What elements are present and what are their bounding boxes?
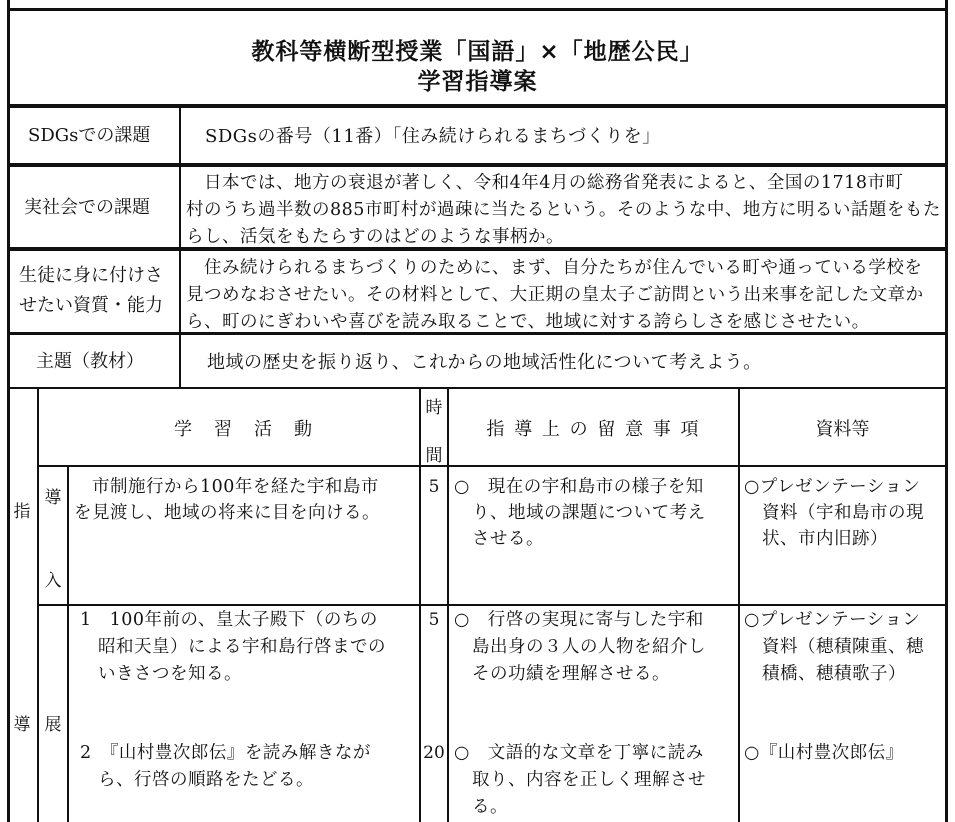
page-title: 教科等横断型授業「国語」×「地歴公民」: [251, 39, 704, 65]
intro-notes-line: させる。: [454, 529, 544, 549]
abilities-line: ら、町のにぎわいや喜びを読み取ることで、地域に対する誇らしさを感じさせたい。: [186, 312, 870, 332]
sdgs-content: SDGsの番号（11番）「住み続けられるまちづくりを」: [205, 126, 661, 147]
dev-materials-line: ○プレゼンテーション: [744, 610, 921, 630]
dev-activity-line: 昭和天皇）による宇和島行啓までの: [80, 637, 386, 657]
intro-activity-line: を見渡し、地域の将来に目を向ける。: [74, 503, 380, 523]
intro-materials-line: ○プレゼンテーション: [744, 477, 921, 497]
label-column-divider: [179, 335, 181, 388]
intro-notes-line: ○ 現在の宇和島市の様子を知: [454, 477, 704, 497]
abilities-label: 生徒に身に付けさ: [19, 265, 163, 286]
intro-activity-line: 市制施行から100年を経た宇和島市: [74, 477, 379, 497]
real-society-label: 実社会での課題: [24, 197, 150, 218]
row-divider: [7, 163, 948, 167]
dev-notes-line: ○ 文語的な文章を丁寧に読み: [454, 743, 704, 763]
stage-intro-top: 導: [44, 488, 62, 508]
outer-border-right: [945, 0, 948, 822]
label-column-divider: [179, 108, 181, 165]
abilities-line: 見つめなおさせたい。その材料として、大正期の皇太子ご訪問という出来事を記した文章か: [186, 285, 924, 305]
dev-notes-line: 島出身の３人の人物を紹介し: [454, 637, 706, 657]
stage-development: 展: [44, 715, 62, 735]
dev-time: 20: [423, 743, 445, 763]
dev-activity-line: ら、行啓の順路をたどる。: [80, 770, 314, 790]
dev-time: 5: [428, 610, 440, 630]
dev-activity-line: いきさつを知る。: [80, 664, 242, 684]
intro-time: 5: [428, 477, 440, 497]
side-column-divider: [37, 389, 39, 822]
table-header-divider: [38, 465, 945, 467]
header-time-top: 時: [425, 398, 443, 418]
side-label-top: 指: [13, 502, 31, 522]
dev-materials-line: 資料（穂積陳重、穂: [744, 637, 924, 657]
title-divider: [7, 104, 948, 108]
outer-border-top: [7, 8, 948, 11]
real-society-line: 村のうち過半数の885市町村が過疎に当たるという。そのような中、地方に明るい話題をもた: [186, 200, 941, 220]
abilities-line: 住み続けられるまちづくりのために、まず、自分たちが住んでいる町や通っている学校を: [186, 258, 923, 278]
dev-notes-line: ○ 行啓の実現に寄与した宇和: [454, 610, 704, 630]
dev-materials-line: 積橋、穂積歌子）: [744, 664, 906, 684]
sdgs-label: SDGsでの課題: [28, 125, 151, 146]
dev-activity-line: 2 『山村豊次郎伝』を読み解きなが: [80, 743, 371, 763]
outer-border-left: [7, 0, 10, 822]
real-society-line: 日本では、地方の衰退が著しく、令和4年4月の総務省発表によると、全国の1718市町: [186, 173, 904, 193]
row-divider: [7, 387, 948, 389]
dev-materials-line: ○『山村豊次郎伝』: [744, 743, 904, 763]
label-column-divider: [179, 251, 181, 334]
dev-notes-line: 取り、内容を正しく理解させ: [454, 770, 706, 790]
theme-label: 主題（教材）: [36, 351, 144, 372]
intro-materials-line: 状、市内旧跡）: [744, 529, 888, 549]
side-label-bottom: 導: [13, 715, 31, 735]
stage-intro-bottom: 入: [44, 571, 62, 591]
label-column-divider: [179, 167, 181, 249]
theme-content: 地域の歴史を振り返り、これからの地域活性化について考えよう。: [207, 352, 762, 373]
page-subtitle: 学習指導案: [417, 69, 538, 95]
header-activity: 学 習 活 動: [174, 419, 314, 440]
intro-materials-line: 資料（宇和島市の現: [744, 503, 924, 523]
stage-column-divider: [67, 466, 69, 822]
header-notes: 指 導 上 の 留 意 事 項: [486, 419, 701, 440]
materials-column-divider: [738, 389, 740, 822]
header-time-bottom: 間: [425, 446, 443, 466]
abilities-label: せたい資質・能力: [19, 295, 163, 316]
header-materials: 資料等: [815, 419, 870, 440]
real-society-line: らし、活気をもたらすのはどのような事柄か。: [186, 227, 564, 247]
dev-notes-line: その功績を理解させる。: [454, 664, 670, 684]
intro-notes-line: り、地域の課題について考え: [454, 503, 706, 523]
dev-notes-line: る。: [454, 797, 508, 817]
dev-activity-line: 1 100年前の、皇太子殿下（のちの: [80, 610, 378, 630]
